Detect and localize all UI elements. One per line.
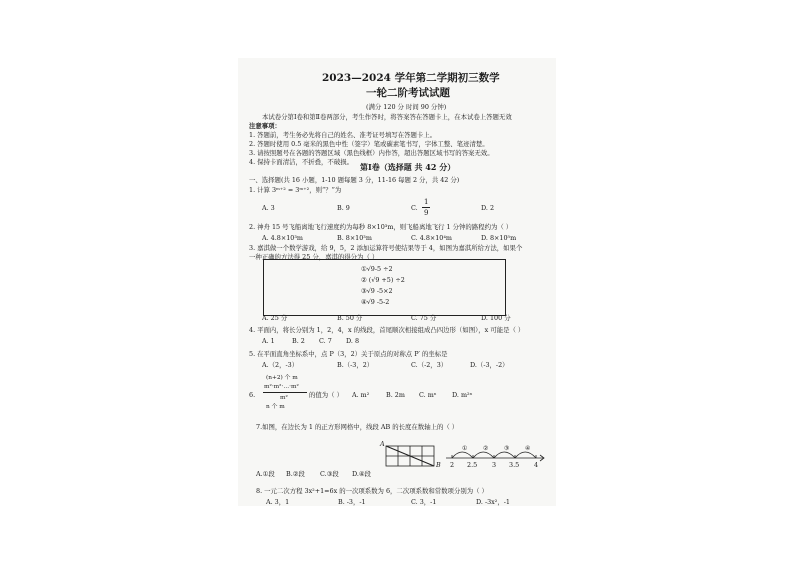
q5-option-a: A.（2，-3） (262, 361, 299, 369)
q2-option-a: A. 4.8×10³m (262, 234, 303, 242)
q8-option-d: D. -3x²，-1 (476, 498, 510, 506)
q3-option-d: D. 100 分 (481, 314, 511, 322)
q1-option-c: C. (411, 204, 418, 212)
q6-option-d: D. m²ⁿ (452, 391, 473, 399)
region-3-label: ③ (504, 445, 510, 452)
notes-title: 注意事项： (249, 122, 281, 130)
region-4-label: ④ (525, 445, 531, 452)
q5-option-b: B.（-3，2） (337, 361, 374, 369)
q6-option-b: B. 2m (386, 391, 405, 399)
q1-option-a: A. 3 (262, 204, 275, 212)
q6-tail: 的值为（ ） (309, 391, 343, 399)
q8-option-c: C. 3，-1 (411, 498, 437, 506)
tick-label: 3.5 (509, 461, 520, 469)
q5-option-d: D.（-3，-2） (470, 361, 509, 369)
question-3-stem: 3. 嘉淇做一个数学游戏，给 9，5，2 添加运算符号使结果等于 4，如图为嘉淇所给方法，如果个 (249, 244, 523, 252)
method-2: ② (√9 +5) ÷2 (361, 276, 405, 284)
q6-top-brace-label: (n+2) 个 m (266, 375, 298, 381)
q4-option-b: B. 2 (292, 337, 305, 345)
question-3-stem-cont: 一种正确的方法得 25 分，嘉淇的得分为（ ） (249, 253, 379, 261)
region-1-label: ① (462, 445, 468, 452)
q8-option-a: A. 3，1 (266, 498, 290, 506)
q8-option-b: B. -3，-1 (338, 498, 366, 506)
q1-fraction-denominator: 9 (424, 209, 429, 217)
q7-option-c: C.③段 (320, 470, 339, 478)
q6-numerator: m²·m²·…·m² (264, 384, 299, 390)
section-title: 第Ⅰ卷（选择题 共 42 分） (360, 162, 456, 172)
method-1: ①√9-5 ÷2 (361, 265, 393, 273)
exam-title: 2023—2024 学年第二学期初三数学 (322, 72, 500, 84)
fraction-bar (263, 392, 307, 393)
q3-option-b: B. 50 分 (337, 314, 363, 322)
tick-label: 2.5 (467, 461, 478, 469)
q4-option-a: A. 1 (262, 337, 275, 345)
note-item: 2. 答题时使用 0.5 毫米的黑色中性（签字）笔或碳素笔书写，字体工整、笔迹清楚。 (249, 140, 489, 148)
question-4-stem: 4. 平面内，将长分别为 1，2，4，x 的线段，首尾顺次相接组成凸四边形（如图），x 可能是（ ） (249, 326, 525, 334)
section-instruction: 一、选择题(共 16 小题，1-10 题每题 3 分，11-16 每题 2 分，共 42 分) (249, 176, 460, 184)
q4-option-d: D. 8 (346, 337, 360, 345)
q2-option-b: B. 8×10³m (337, 234, 372, 242)
q4-option-c: C. 7 (319, 337, 332, 345)
note-item: 4. 保持卡面清洁，不折叠，不破损。 (249, 158, 353, 166)
q6-bottom-brace-label: n 个 m (266, 404, 285, 410)
question-6-number: 6. (249, 391, 256, 399)
tick-label: 4 (534, 461, 539, 469)
q7-option-d: D.④段 (352, 470, 372, 478)
exam-subtitle: 一轮二阶考试试题 (366, 87, 450, 99)
score-time: (满分 120 分 时间 90 分钟) (366, 103, 447, 111)
point-b-label: B (436, 461, 441, 469)
method-3: ③√9 -5×2 (361, 287, 393, 295)
note-item: 1. 答题前，考生务必先将自己的姓名、准考证号填写在答题卡上。 (249, 131, 437, 139)
q3-option-c: C. 75 分 (411, 314, 437, 322)
fraction-bar (422, 207, 430, 208)
q7-option-a: A.①段 (256, 470, 275, 478)
question-8-stem: 8. 一元二次方程 3x²+1=6x 的一次项系数为 6，二次项系数和常数项分别为（ ） (256, 487, 488, 495)
question-1-stem: 1. 计算 3ᵐ⁺² = 3ᵐ⁺²，则“？”为 (249, 186, 342, 194)
q6-denominator: m² (280, 395, 288, 401)
question-2-stem: 2. 神舟 15 号飞船离地飞行速度约为每秒 8×10³m，则飞船离地飞行 1 分钟的路程约为（ ） (249, 223, 513, 231)
q1-option-b: B. 9 (337, 204, 350, 212)
region-2-label: ② (483, 445, 489, 452)
q2-option-d: D. 8×10⁵m (481, 234, 517, 242)
question-5-stem: 5. 在平面直角坐标系中，点 P（3，2）关于原点的对称点 P′ 的坐标是 (249, 350, 448, 358)
note-item: 3. 请按照题号在各题的答题区域（黑色线框）内作答，超出答题区域书写的答案无效。 (249, 149, 494, 157)
q6-option-a: A. m² (352, 391, 370, 399)
q3-option-a: A. 25 分 (262, 314, 288, 322)
q1-fraction-numerator: 1 (424, 198, 429, 206)
intro-text: 本试卷分第Ⅰ卷和第Ⅱ卷两部分，考生作答时，将答案答在答题卡上，在本试卷上答题无效 (262, 113, 512, 121)
q5-option-c: C.（-2，3） (411, 361, 448, 369)
tick-label: 3 (492, 461, 497, 469)
q7-option-b: B.②段 (286, 470, 305, 478)
point-a-label: A (380, 440, 385, 448)
q2-option-c: C. 4.8×10⁴m (411, 234, 452, 242)
grid-figure (378, 440, 438, 472)
question-7-stem: 7.如图，在边长为 1 的正方形网格中，线段 AB 的长度在数轴上的（ ） (256, 423, 459, 431)
q1-option-d: D. 2 (481, 204, 495, 212)
tick-label: 2 (450, 461, 455, 469)
method-4: ④√9 -5-2 (361, 298, 390, 306)
q6-option-c: C. mⁿ (419, 391, 437, 399)
